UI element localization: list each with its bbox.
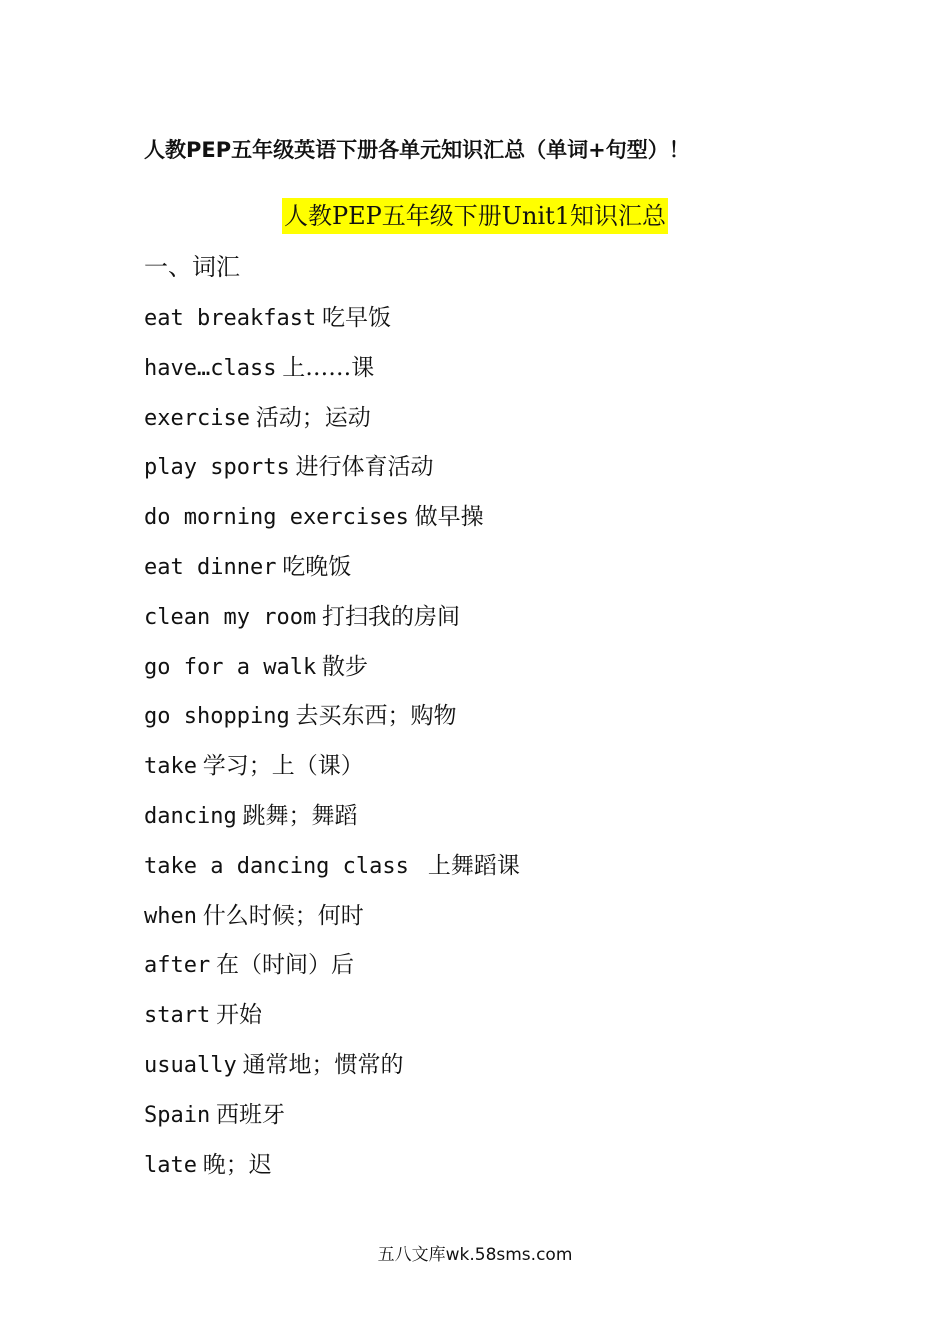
vocabulary-english: go for a walk xyxy=(144,654,317,680)
vocabulary-chinese: 开始 xyxy=(215,1002,262,1029)
vocabulary-chinese: 散步 xyxy=(321,653,368,680)
vocabulary-english: exercise xyxy=(144,405,250,431)
document-title: 人教PEP五年级英语下册各单元知识汇总（单词+句型）！ xyxy=(144,138,690,162)
vocabulary-item xyxy=(144,500,520,550)
vocabulary-english: late xyxy=(144,1152,197,1178)
vocabulary-chinese: 做早操 xyxy=(414,504,484,531)
vocabulary-chinese: 西班牙 xyxy=(215,1101,285,1128)
vocabulary-english: dancing xyxy=(144,803,237,829)
vocabulary-item xyxy=(144,899,520,949)
unit-title-wrapper xyxy=(0,198,950,234)
vocabulary-item xyxy=(144,998,520,1048)
footer-watermark: 五八文库wk.58sms.com xyxy=(377,1245,573,1265)
vocabulary-english: have…class xyxy=(144,355,277,381)
vocabulary-english: play sports xyxy=(144,455,290,481)
vocabulary-item xyxy=(144,600,520,650)
vocabulary-chinese: 在（时间）后 xyxy=(215,952,354,979)
vocabulary-english: eat dinner xyxy=(144,554,277,580)
vocabulary-english: do morning exercises xyxy=(144,505,409,531)
vocabulary-english: Spain xyxy=(144,1102,211,1128)
vocabulary-item xyxy=(144,351,520,401)
vocabulary-english: when xyxy=(144,903,197,929)
vocabulary-chinese: 进行体育活动 xyxy=(295,454,434,481)
vocabulary-item xyxy=(144,301,520,351)
vocabulary-english: take a dancing class xyxy=(144,853,423,879)
vocabulary-item xyxy=(144,450,520,500)
vocabulary-item xyxy=(144,699,520,749)
vocabulary-item xyxy=(144,401,520,451)
vocabulary-item xyxy=(144,799,520,849)
vocabulary-english: go shopping xyxy=(144,704,290,730)
vocabulary-english: after xyxy=(144,953,211,979)
unit-title: 人教PEP五年级下册Unit1知识汇总 xyxy=(282,198,668,234)
vocabulary-chinese: 上……课 xyxy=(282,354,375,381)
vocabulary-english: start xyxy=(144,1003,211,1029)
vocabulary-item xyxy=(144,650,520,700)
vocabulary-chinese: 学习；上（课） xyxy=(202,753,364,780)
vocabulary-item xyxy=(144,1098,520,1148)
vocabulary-list xyxy=(144,301,520,1197)
vocabulary-chinese: 去买东西；购物 xyxy=(295,703,457,730)
vocabulary-item xyxy=(144,948,520,998)
vocabulary-english: take xyxy=(144,754,197,780)
vocabulary-chinese: 打扫我的房间 xyxy=(321,603,460,630)
vocabulary-chinese: 晚；迟 xyxy=(202,1151,272,1178)
vocabulary-chinese: 什么时候；何时 xyxy=(202,902,364,929)
vocabulary-english: eat breakfast xyxy=(144,306,317,331)
vocabulary-chinese: 吃晚饭 xyxy=(282,553,352,580)
vocabulary-item xyxy=(144,1148,520,1198)
vocabulary-item xyxy=(144,1048,520,1098)
vocabulary-item xyxy=(144,550,520,600)
vocabulary-english: usually xyxy=(144,1052,237,1078)
vocabulary-item xyxy=(144,849,520,899)
vocabulary-chinese: 通常地；惯常的 xyxy=(242,1051,404,1078)
vocabulary-chinese: 吃早饭 xyxy=(321,305,391,331)
vocabulary-item xyxy=(144,749,520,799)
vocabulary-chinese: 上舞蹈课 xyxy=(427,852,520,879)
vocabulary-chinese: 活动；运动 xyxy=(255,404,371,431)
section-heading-vocabulary: 一、词汇 xyxy=(144,253,240,281)
vocabulary-chinese: 跳舞；舞蹈 xyxy=(242,802,358,829)
vocabulary-english: clean my room xyxy=(144,604,317,630)
